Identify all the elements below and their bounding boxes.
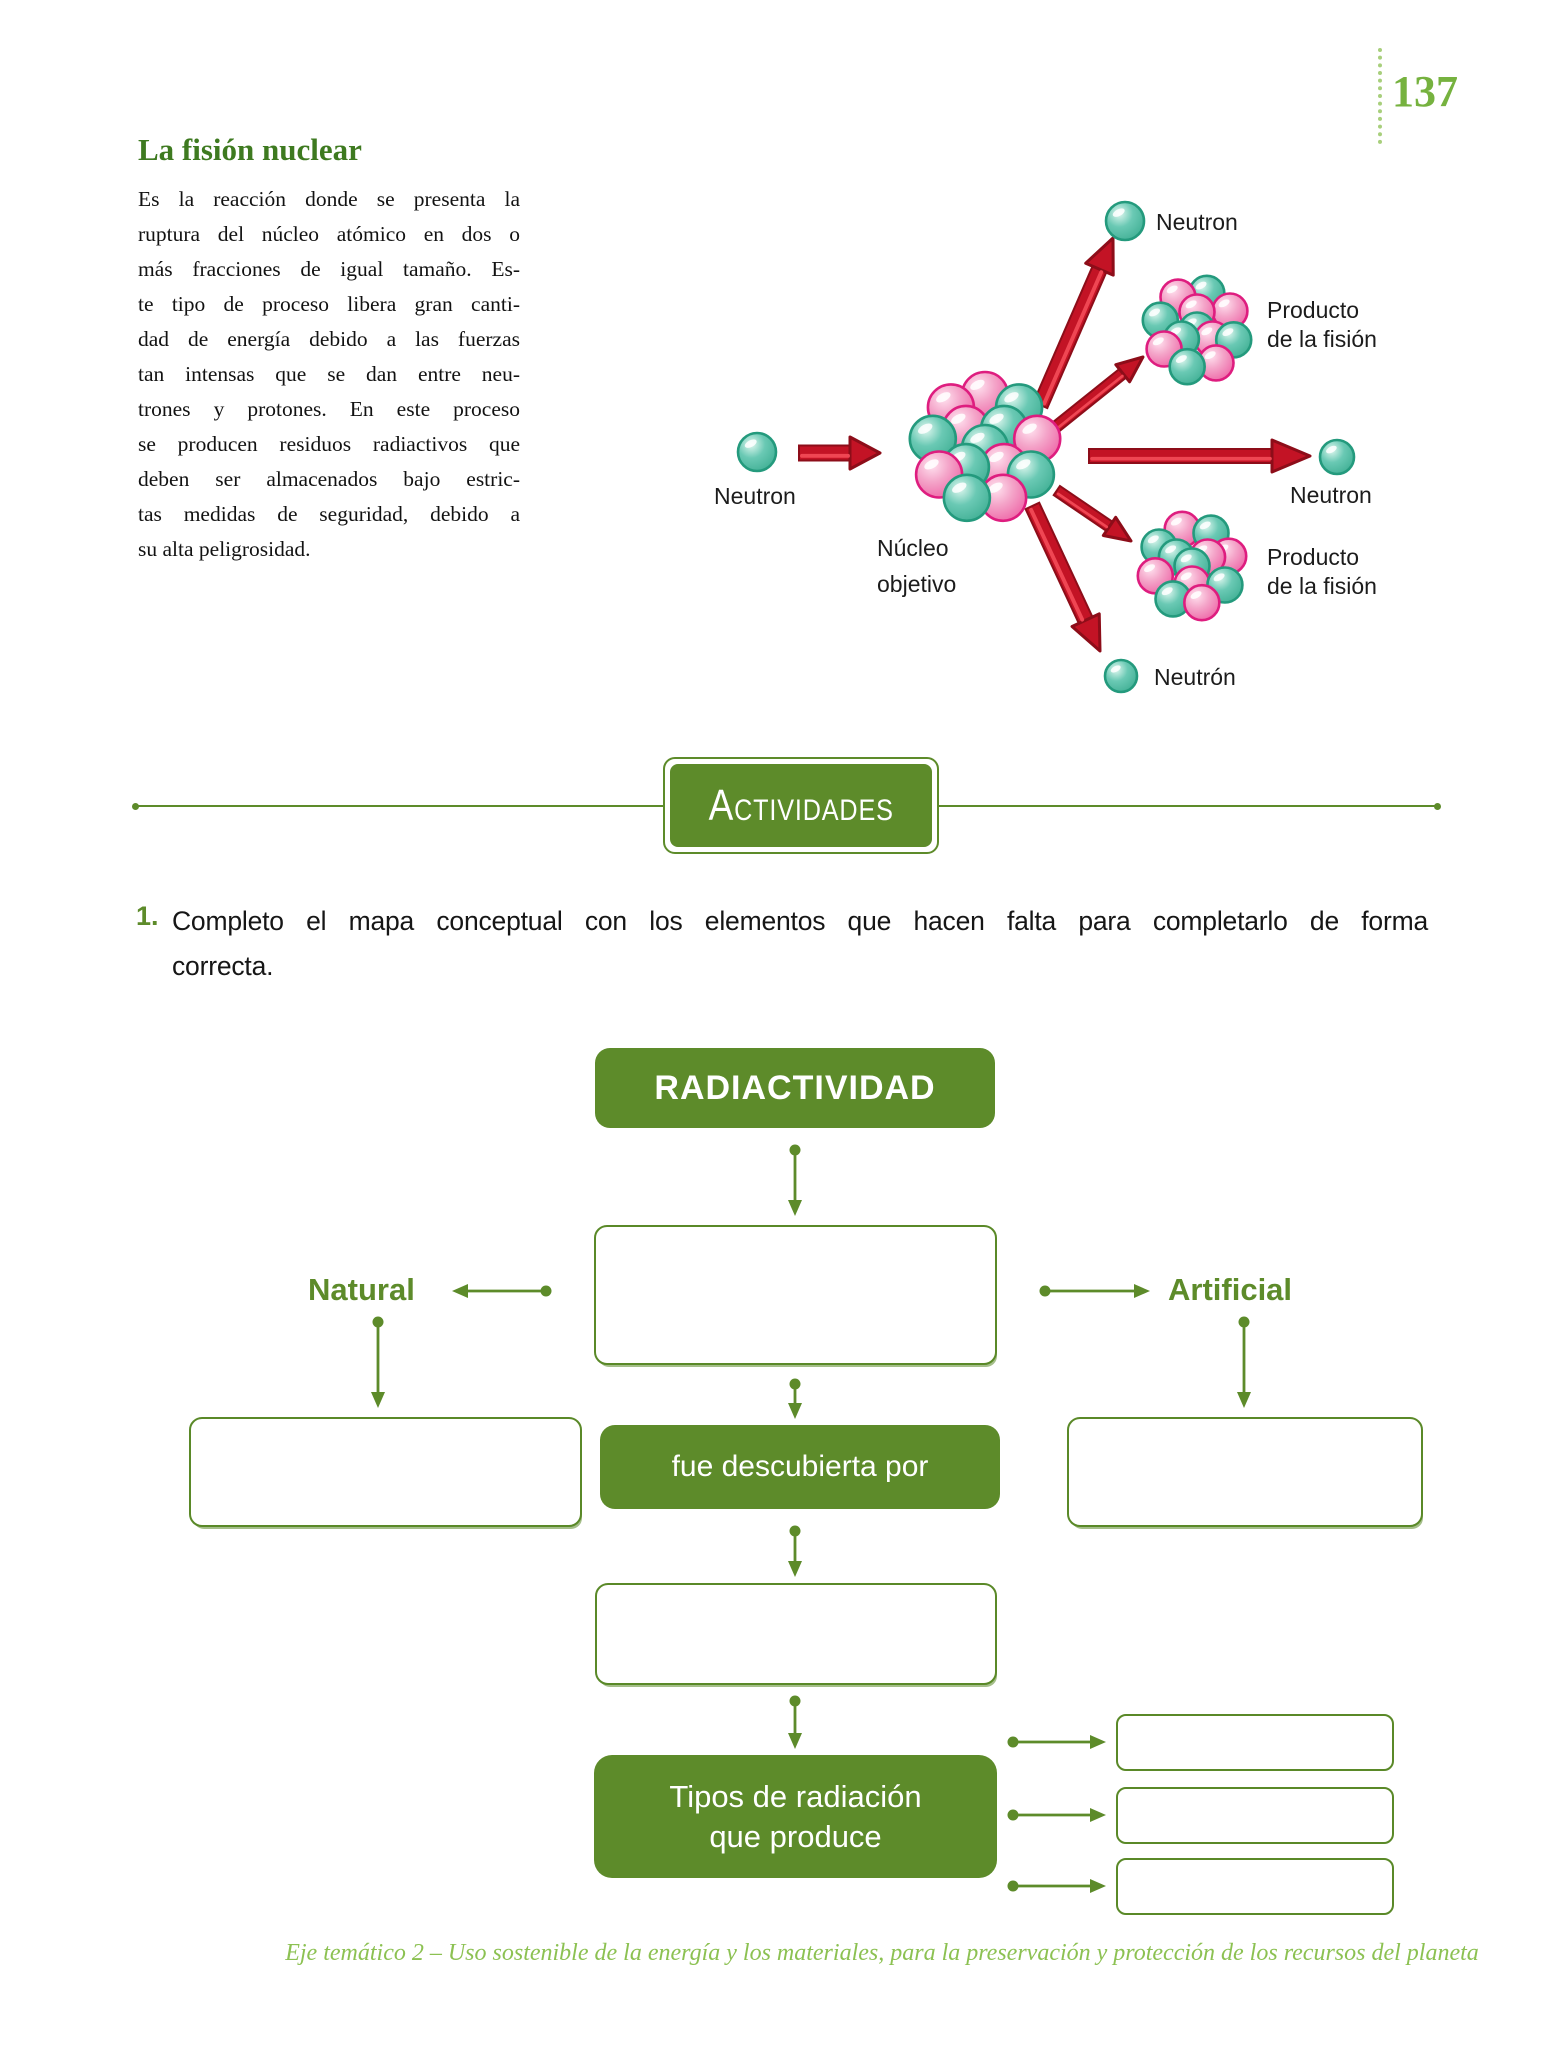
activities-banner-fill	[670, 764, 932, 847]
label-line: objetivo	[877, 571, 957, 597]
body-line: trones y protones. En este proceso	[138, 397, 520, 421]
article-body	[138, 182, 520, 567]
footer-theme-line: Eje temático 2 – Uso sostenible de la energía y los materiales, para la preservación y protección de los recursos del planeta	[285, 1940, 1479, 1966]
activities-banner-text	[708, 781, 893, 831]
map-label-natural: Natural	[308, 1272, 415, 1307]
map-discovered-box	[600, 1425, 1000, 1509]
label-neutron-left: Neutron	[714, 483, 796, 509]
answer-box-natural[interactable]	[189, 1417, 582, 1527]
label-neutron-bottom: Neutrón	[1154, 664, 1236, 690]
label-line: Producto	[1267, 297, 1360, 323]
map-types-line: que produce	[709, 1818, 882, 1854]
label-neutron-top: Neutron	[1156, 209, 1238, 235]
map-root-box	[595, 1048, 995, 1128]
label-fission-product-lower	[1267, 543, 1377, 601]
activity-item-text	[172, 899, 1428, 989]
banner-initial: A	[708, 780, 734, 830]
body-line: más fracciones de igual tamaño. Es-	[138, 257, 520, 281]
activities-banner	[663, 757, 939, 854]
body-line: ruptura del núcleo atómico en dos o	[138, 222, 520, 246]
label-line: Producto	[1267, 544, 1360, 570]
body-line: su alta peligrosidad.	[138, 537, 311, 561]
answer-box-center[interactable]	[594, 1225, 997, 1365]
answer-box-discoverer[interactable]	[595, 1583, 997, 1685]
body-line: Es la reacción donde se presenta la	[138, 187, 520, 211]
map-radiation-types-box	[594, 1755, 997, 1878]
map-label-artificial: Artificial	[1168, 1272, 1293, 1307]
page-number-dotted-rule	[1378, 48, 1382, 144]
label-line: de la fisión	[1267, 573, 1377, 599]
label-line: de la fisión	[1267, 326, 1377, 352]
answer-box-radiation-type-3[interactable]	[1116, 1858, 1394, 1915]
body-line: te tipo de proceso libera gran canti-	[138, 292, 520, 316]
section-title: La fisión nuclear	[138, 132, 362, 167]
activity-item-number: 1.	[136, 901, 159, 931]
label-target-nucleus	[877, 530, 956, 602]
answer-box-artificial[interactable]	[1067, 1417, 1423, 1527]
map-types-line: Tipos de radiación	[669, 1778, 922, 1814]
map-discovered-label: fue descubierta por	[671, 1450, 929, 1483]
body-line: dad de energía debido a las fuerzas	[138, 327, 520, 351]
label-fission-product-upper	[1267, 296, 1377, 354]
answer-box-radiation-type-2[interactable]	[1116, 1787, 1394, 1844]
page-number: 137	[1392, 67, 1458, 116]
divider-dot-right	[1434, 803, 1441, 810]
label-line: Núcleo	[877, 535, 949, 561]
map-root-label: RADIACTIVIDAD	[654, 1068, 936, 1107]
body-line: tas medidas de seguridad, debido a	[138, 502, 520, 526]
activity-line: Completo el mapa conceptual con los elementos que hacen falta para completarlo de forma	[172, 906, 1428, 936]
divider-dot-left	[132, 803, 139, 810]
activity-line: correcta.	[172, 951, 274, 981]
body-line: tan intensas que se dan entre neu-	[138, 362, 520, 386]
body-line: deben ser almacenados bajo estric-	[138, 467, 520, 491]
label-neutron-right: Neutron	[1290, 482, 1372, 508]
body-line: se producen residuos radiactivos que	[138, 432, 520, 456]
banner-rest: CTIVIDADES	[733, 793, 894, 827]
answer-box-radiation-type-1[interactable]	[1116, 1714, 1394, 1771]
